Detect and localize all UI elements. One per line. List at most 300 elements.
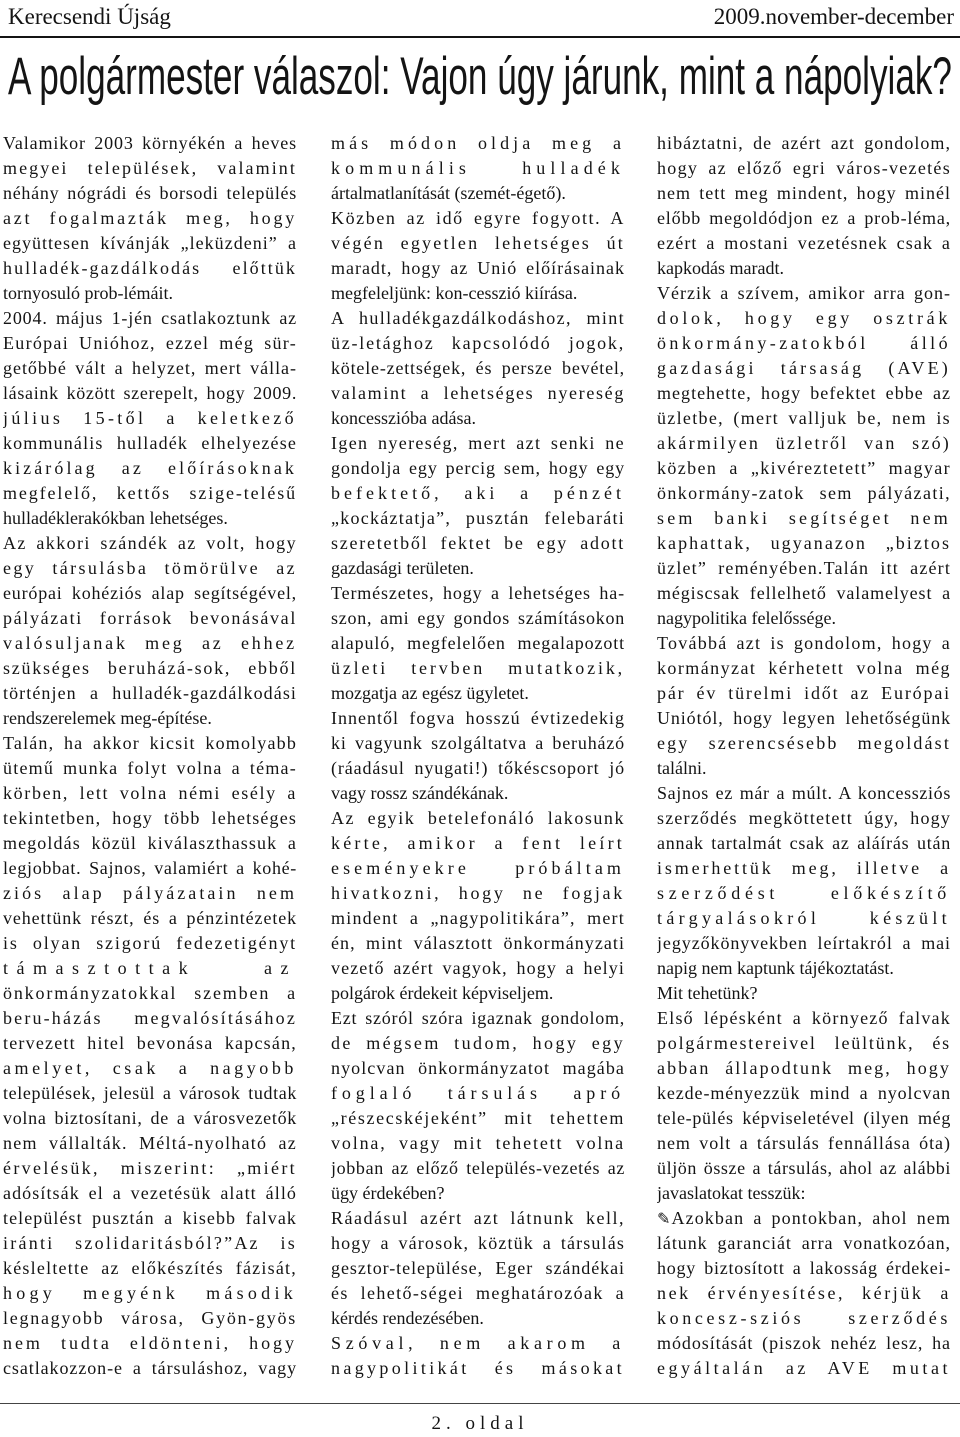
line-text: Szóval, nem akarom a <box>331 1333 625 1353</box>
text-line <box>3 931 298 956</box>
line-text: nem vállalták. Méltá-nyolható az <box>3 1133 297 1153</box>
line-text: előbb megoldódjon ez a prob-léma, <box>657 208 951 228</box>
line-text: polgármestereivel leültünk, és <box>657 1033 951 1053</box>
text-line <box>3 381 298 406</box>
text-line <box>3 556 298 581</box>
text-line <box>331 1031 626 1056</box>
line-text: lásaink között szerepelt, hogy 2009. <box>3 383 297 403</box>
article-column <box>3 131 298 1381</box>
text-line <box>657 1256 952 1281</box>
line-text: ártalmatlanítását (szemét-égető). <box>331 183 566 203</box>
text-line <box>3 256 298 281</box>
line-text: tele-pülés képviseletével (ilyen még <box>657 1108 951 1128</box>
text-line <box>657 406 952 431</box>
line-text: üzlet” reményében.Talán itt azért <box>657 558 951 578</box>
line-text: körben, lett volna némi esély a <box>3 783 297 803</box>
line-text: kötele-zettségek, és persze bevétel, <box>331 358 625 378</box>
text-line <box>331 581 626 606</box>
line-text: mindent a „nagypolitikára”, mert <box>331 908 625 928</box>
text-line <box>657 856 952 881</box>
line-text: eseményekre próbáltam <box>331 858 625 878</box>
text-line <box>657 1131 952 1156</box>
paragraph <box>331 706 626 806</box>
line-text: volna, vagy mit tehetett volna <box>331 1133 625 1153</box>
text-line <box>3 1156 298 1181</box>
line-text: én, mint választott önkormányzati <box>331 933 625 953</box>
paragraph <box>3 131 298 306</box>
text-line <box>657 481 952 506</box>
text-line <box>3 206 298 231</box>
text-line <box>657 656 952 681</box>
text-line <box>331 531 626 556</box>
text-line <box>331 1331 626 1356</box>
line-text: rendszerelemek meg-építése. <box>3 708 212 728</box>
text-line <box>3 1081 298 1106</box>
line-text: Azokban a pontokban, ahol nem <box>671 1208 952 1228</box>
line-text: kommunális hulladék elhelyezése <box>3 433 297 453</box>
line-text: látunk garanciát arra vonatkozóan, <box>657 1233 951 1253</box>
paragraph <box>3 531 298 731</box>
line-text: gazdasági területen. <box>331 558 474 578</box>
line-text: megfeleljünk: kon-cesszió kiírása. <box>331 283 578 303</box>
line-text: hogy a városok, köztük a társulás <box>331 1233 625 1253</box>
line-text: hibáztatni, de azért azt gondolom, <box>657 133 951 153</box>
text-line <box>3 1056 298 1081</box>
line-text: ziós alap pályázatain nem <box>3 883 297 903</box>
text-line <box>3 331 298 356</box>
text-line <box>3 1031 298 1056</box>
line-text: és lehető-ségei meghatározóak a <box>331 1283 625 1303</box>
text-line <box>3 231 298 256</box>
text-line <box>657 1181 952 1206</box>
text-line <box>3 456 298 481</box>
text-line <box>331 506 626 531</box>
text-line <box>331 806 626 831</box>
line-text: pályázati források bevonásával <box>3 608 297 628</box>
line-text: „részecskéjeként” mit tehettem <box>331 1108 625 1128</box>
text-line <box>331 856 626 881</box>
text-line <box>3 1131 298 1156</box>
line-text: üz-letághoz kapcsolódó jogok, <box>331 333 625 353</box>
line-text: maradt, hogy az Unió előírásainak <box>331 258 625 278</box>
line-text: támasztottak az <box>3 958 297 978</box>
text-line <box>3 781 298 806</box>
footer-rule <box>0 1403 960 1404</box>
text-line <box>331 631 626 656</box>
paragraph <box>331 1006 626 1206</box>
paragraph <box>657 131 952 281</box>
line-text: Innentől fogva hosszú évtizedekig <box>331 708 625 728</box>
paragraph <box>657 1006 952 1206</box>
text-line <box>657 256 952 281</box>
line-text: hogy megyénk második <box>3 1283 297 1303</box>
text-line <box>331 1181 626 1206</box>
text-line <box>657 306 952 331</box>
line-text: gazdasági társaság (AVE) <box>657 358 951 378</box>
line-text: érvelésük, miszerint: „miért <box>3 1158 297 1178</box>
line-text: valósuljanak meg az ehhez <box>3 633 297 653</box>
paragraph <box>657 631 952 781</box>
paragraph <box>331 206 626 306</box>
text-line <box>331 431 626 456</box>
line-text: ezért a mostani vezetésnek csak a <box>657 233 951 253</box>
line-text: mégiscsak fellelhető valamelyest a <box>657 583 951 603</box>
text-line <box>3 531 298 556</box>
text-line <box>3 131 298 156</box>
line-text: hivatkozni, hogy ne fogjak <box>331 883 625 903</box>
text-line <box>657 831 952 856</box>
line-text: koncesz-sziós szerződés <box>657 1308 951 1328</box>
line-text: találni. <box>657 758 707 778</box>
text-line <box>3 956 298 981</box>
text-line <box>657 356 952 381</box>
line-text: de mégsem tudom, hogy egy <box>331 1033 625 1053</box>
text-line <box>331 1081 626 1106</box>
text-line <box>657 556 952 581</box>
line-text: kapkodás maradt. <box>657 258 784 278</box>
text-line <box>3 631 298 656</box>
line-text: adósítsák el a vezetésük alatt álló <box>3 1183 297 1203</box>
text-line <box>331 606 626 631</box>
line-text: hogy biztosított a lakosság érdekei- <box>657 1258 951 1278</box>
text-line <box>657 456 952 481</box>
line-text: nem volt a társulás fennállása óta) <box>657 1133 951 1153</box>
text-line <box>657 431 952 456</box>
line-text: A hulladékgazdálkodáshoz, mint <box>331 308 625 328</box>
line-text: kezde-ményezzük mind a nyolcvan <box>657 1083 951 1103</box>
text-line <box>657 1106 952 1131</box>
line-text: nagypolitikát és másokat <box>331 1358 625 1378</box>
text-line <box>3 1206 298 1231</box>
line-text: hulladék-gazdálkodás előttük <box>3 258 297 278</box>
text-line <box>331 231 626 256</box>
text-line <box>657 156 952 181</box>
text-line <box>657 231 952 256</box>
text-line <box>657 631 952 656</box>
line-text: Az egyik betelefonáló lakosunk <box>331 808 625 828</box>
text-line <box>331 131 626 156</box>
line-text: getőbbé vált a helyzet, mert válla- <box>3 358 297 378</box>
line-text: ki vagyunk szolgáltatva a beruházó <box>331 733 625 753</box>
text-line <box>3 1181 298 1206</box>
line-text: csatlakozzon-e a társuláshoz, vagy <box>3 1358 297 1378</box>
line-text: Első lépésként a környező falvak <box>657 1008 951 1028</box>
line-text: amelyet, csak a nagyobb <box>3 1058 297 1078</box>
text-line <box>657 1031 952 1056</box>
text-line <box>331 681 626 706</box>
paragraph <box>331 806 626 1006</box>
text-line <box>657 1156 952 1181</box>
line-text: polgárok érdekeit képviseljem. <box>331 983 554 1003</box>
line-text: szon, ami egy gondos számításokon <box>331 608 625 628</box>
text-line <box>331 481 626 506</box>
line-text: mozgatja az egész ügyletet. <box>331 683 529 703</box>
text-line <box>3 1306 298 1331</box>
text-line <box>331 931 626 956</box>
text-line <box>657 1356 952 1381</box>
line-text: történjen a hulladék-gazdálkodási <box>3 683 297 703</box>
line-text: vagy rossz szándékának. <box>331 783 509 803</box>
line-text: Az akkori szándék az volt, hogy <box>3 533 297 553</box>
text-line <box>3 731 298 756</box>
text-line <box>3 856 298 881</box>
text-line <box>331 1156 626 1181</box>
text-line <box>331 831 626 856</box>
line-text: települést pusztán a kisebb falvak <box>3 1208 297 1228</box>
text-line <box>657 331 952 356</box>
text-line <box>3 281 298 306</box>
text-line <box>331 1356 626 1381</box>
text-line <box>3 656 298 681</box>
publication-name: Kerecsendi Újság <box>8 4 171 29</box>
line-text: kérdés rendezésében. <box>331 1308 484 1328</box>
text-line <box>3 181 298 206</box>
text-line <box>331 1006 626 1031</box>
text-line <box>331 956 626 981</box>
text-line <box>657 581 952 606</box>
line-text: kommunális hulladék <box>331 158 625 178</box>
line-text: vehettünk részt, és a pénzintézetek <box>3 908 297 928</box>
line-text: önkormány-zatok sem pályázati, <box>657 483 951 503</box>
text-line <box>657 881 952 906</box>
text-line <box>3 681 298 706</box>
line-text: volna biztosítani, de a városvezetők <box>3 1108 297 1128</box>
text-line <box>657 931 952 956</box>
line-text: más módon oldja meg a <box>331 133 625 153</box>
line-text: önkormány-zatokból álló <box>657 333 951 353</box>
text-line <box>3 306 298 331</box>
line-text: alapuló, megfelelően megalapozott <box>331 633 625 653</box>
text-line <box>331 556 626 581</box>
text-line <box>3 406 298 431</box>
text-line <box>3 906 298 931</box>
text-line <box>657 1331 952 1356</box>
paragraph <box>331 1206 626 1331</box>
text-line <box>657 981 952 1006</box>
line-text: Valamikor 2003 környékén a heves <box>3 133 297 153</box>
text-line <box>657 531 952 556</box>
text-line <box>331 456 626 481</box>
text-line <box>3 1331 298 1356</box>
line-text: hogy az előző egri város-vezetés <box>657 158 951 178</box>
text-line <box>331 381 626 406</box>
text-line <box>331 181 626 206</box>
text-line <box>657 1231 952 1256</box>
pencil-icon: ✎ <box>657 1209 672 1228</box>
line-text: nek érvényesítése, kérjük a <box>657 1283 951 1303</box>
line-text: legjobbat. Sajnos, valamiért a kohé- <box>3 858 297 878</box>
line-text: Ráadásul azért azt látnunk kell, <box>331 1208 625 1228</box>
line-text: ismerhettük meg, illetve a <box>657 858 951 878</box>
line-text: Igen nyereség, mert azt senki ne <box>331 433 625 453</box>
text-line <box>657 381 952 406</box>
line-text: nem tett meg mindent, hogy minél <box>657 183 951 203</box>
line-text: Ezt szóról szóra igaznak gondolom, <box>331 1008 625 1028</box>
text-line <box>331 206 626 231</box>
paragraph <box>331 581 626 706</box>
line-text: kizárólag az előírásoknak <box>3 458 297 478</box>
line-text: tervezett hitel bevonása kapcsán, <box>3 1033 297 1053</box>
line-text: javaslatokat tesszük: <box>657 1183 806 1203</box>
line-text: annak tartalmát csak az aláírás után <box>657 833 951 853</box>
text-line <box>657 756 952 781</box>
paragraph <box>657 1206 952 1381</box>
article-column <box>331 131 626 1381</box>
line-text: megfelelő, kettős szige-telésű <box>3 483 297 503</box>
text-line <box>3 1006 298 1031</box>
paragraph <box>657 781 952 981</box>
line-text: önkormányzatokkal szemben a <box>3 983 297 1003</box>
line-text: egyáltalán az AVE mutat <box>657 1358 951 1378</box>
line-text: Vérzik a szívem, amikor arra gon- <box>657 283 951 303</box>
issue-date: 2009.november-december <box>713 4 954 29</box>
text-line <box>657 281 952 306</box>
text-line <box>331 281 626 306</box>
line-text: vezető azért vagyok, hogy a helyi <box>331 958 625 978</box>
line-text: jegyzőkönyvekben leírtakról a mai <box>657 933 951 953</box>
line-text: július 15-től a keletkező <box>3 408 297 428</box>
line-text: tornyosuló prob-lémáit. <box>3 283 173 303</box>
text-line <box>3 431 298 456</box>
text-line <box>331 656 626 681</box>
text-line <box>657 906 952 931</box>
line-text: nem tudta eldönteni, hogy <box>3 1333 297 1353</box>
line-text: napig nem kaptunk tájékoztatást. <box>657 958 894 978</box>
text-line <box>657 731 952 756</box>
line-text: megoldás közül kiválaszthassuk a <box>3 833 297 853</box>
text-line <box>331 731 626 756</box>
line-text: abban állapodtunk meg, hogy <box>657 1058 951 1078</box>
text-line <box>657 131 952 156</box>
line-text: kaphattak, ugyanazon „biztos <box>657 533 951 553</box>
text-line <box>331 756 626 781</box>
text-line <box>331 331 626 356</box>
text-line <box>3 756 298 781</box>
line-text: egy szerencsésebb megoldást <box>657 733 951 753</box>
line-text: együttesen kívánják „leküzdeni” a <box>3 233 297 253</box>
text-line <box>3 706 298 731</box>
text-line <box>657 706 952 731</box>
line-text: kormányzat kérhetett volna még <box>657 658 951 678</box>
line-text: tárgyalásokról készült <box>657 908 951 928</box>
text-line <box>657 606 952 631</box>
text-line <box>3 506 298 531</box>
text-line <box>657 956 952 981</box>
paragraph <box>3 731 298 1381</box>
text-line <box>331 256 626 281</box>
line-text: Mit tehetünk? <box>657 983 758 1003</box>
text-line <box>331 881 626 906</box>
line-text: üljön össze a társulás, ahol az alábbi <box>657 1158 951 1178</box>
line-text: szeretetből fektet be egy adott <box>331 533 625 553</box>
line-text: módosítását (piszok nehéz lesz, ha <box>657 1333 951 1353</box>
text-line <box>657 1081 952 1106</box>
text-line <box>3 1231 298 1256</box>
line-text: foglaló társulás apró <box>331 1083 625 1103</box>
text-line <box>3 1256 298 1281</box>
text-line <box>3 881 298 906</box>
article-column <box>657 131 952 1381</box>
line-text: szerződést előkészítő <box>657 883 951 903</box>
line-text: sem banki segítséget nem <box>657 508 951 528</box>
text-line <box>657 681 952 706</box>
header-rule <box>0 36 960 38</box>
line-text: végén egyetlen lehetséges út <box>331 233 625 253</box>
text-line <box>331 1056 626 1081</box>
text-line <box>3 1281 298 1306</box>
text-line <box>3 806 298 831</box>
text-line <box>331 306 626 331</box>
line-text: nyolcvan önkormányzatot magába <box>331 1058 625 1078</box>
line-text: nagypolitika felelőssége. <box>657 608 836 628</box>
text-line <box>657 206 952 231</box>
line-text: is olyan szigorú fedezetigényt <box>3 933 297 953</box>
text-line <box>3 981 298 1006</box>
text-line <box>331 156 626 181</box>
paragraph <box>657 281 952 631</box>
line-text: gondolja egy percig sem, hogy egy <box>331 458 625 478</box>
line-text: dolok, hogy egy osztrák <box>657 308 951 328</box>
line-text: Közben az idő egyre fogyott. A <box>331 208 625 228</box>
text-line <box>657 506 952 531</box>
line-text: üzleti tervben mutatkozik, <box>331 658 625 678</box>
paragraph <box>331 431 626 581</box>
text-line <box>3 1356 298 1381</box>
text-line <box>331 1106 626 1131</box>
line-text: hulladéklerakókban lehetséges. <box>3 508 228 528</box>
line-text: Uniótól, hogy legyen lehetőségünk <box>657 708 951 728</box>
text-line <box>3 156 298 181</box>
line-text: (ráadásul nyugati!) tőkéscsoport jó <box>331 758 625 778</box>
line-text: Természetes, hogy a lehetséges ha- <box>331 583 625 603</box>
line-text: beru-házás megvalósításához <box>3 1008 297 1028</box>
text-line <box>3 481 298 506</box>
text-line <box>3 356 298 381</box>
line-text: kérte, amikor a fent leírt <box>331 833 625 853</box>
paragraph <box>331 306 626 431</box>
line-text: üzletbe, (mert valljuk be, nem is <box>657 408 951 428</box>
text-line <box>331 1131 626 1156</box>
text-line <box>3 1106 298 1131</box>
article-title-box <box>8 50 952 114</box>
text-line <box>657 781 952 806</box>
text-line <box>657 181 952 206</box>
line-text: gesztor-települése, Eger szándékai <box>331 1258 625 1278</box>
text-line <box>331 1206 626 1231</box>
text-line <box>331 406 626 431</box>
text-line <box>331 781 626 806</box>
text-line <box>331 356 626 381</box>
line-text: szerződés megköttetett úgy, hogy <box>657 808 951 828</box>
line-text: szükséges beruházá-sok, ebből <box>3 658 297 678</box>
text-line <box>331 706 626 731</box>
text-line <box>657 1281 952 1306</box>
line-text: koncesszióba adása. <box>331 408 476 428</box>
line-text: tekintetben, hogy több lehetséges <box>3 808 297 828</box>
line-text: ügy érdekében? <box>331 1183 445 1203</box>
line-text: közben a „kivéreztetett” magyar <box>657 458 951 478</box>
line-text: iránti szolidaritásból?”Az is <box>3 1233 297 1253</box>
line-text: Sajnos ez már a múlt. A koncessziós <box>657 783 951 803</box>
line-text: megtehette, hogy befektet ebbe az <box>657 383 951 403</box>
line-text: Talán, ha akkor kicsit komolyabb <box>3 733 297 753</box>
text-line <box>3 831 298 856</box>
text-line <box>331 1281 626 1306</box>
paragraph <box>331 1331 626 1381</box>
line-text: települések, jelesül a városok tudtak <box>3 1083 297 1103</box>
text-line <box>657 806 952 831</box>
text-line <box>657 1306 952 1331</box>
